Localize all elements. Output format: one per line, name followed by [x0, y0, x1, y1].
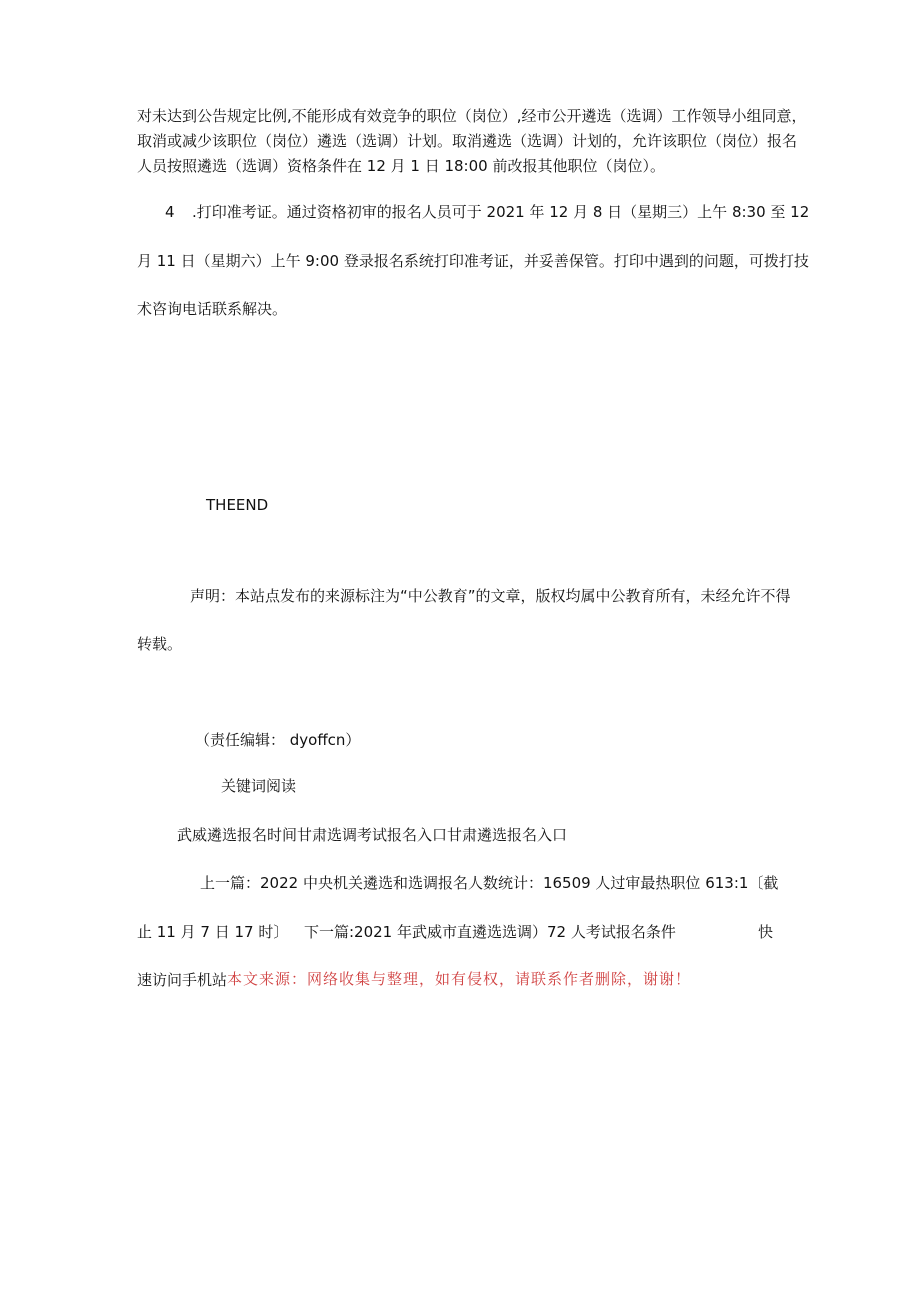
responsible-editor: （责任编辑： dyoffcn）	[195, 731, 361, 749]
quick-access-link-part-2[interactable]: 速访问手机站	[137, 971, 228, 989]
next-article-link[interactable]: 下一篇:2021 年武威市直遴选选调）72 人考试报名条件	[304, 923, 676, 941]
copyright-statement-line-1: 声明：本站点发布的来源标注为“中公教育”的文章，版权均属中公教育所有，未经允许不得	[190, 587, 791, 605]
the-end-label: THEEND	[206, 496, 269, 514]
paragraph-4-line-3: 术咨询电话联系解决。	[137, 300, 288, 318]
keywords-link[interactable]: 武威遴选报名时间甘肃选调考试报名入口甘肃遴选报名入口	[177, 826, 568, 844]
previous-article-link[interactable]: 上一篇：2022 中央机关遴选和选调报名人数统计：16509 人过审最热职位 613:1〔截	[200, 874, 779, 892]
copyright-statement-line-2: 转载。	[137, 635, 183, 653]
paragraph-3-line-3: 人员按照遴选（选调）资格条件在 12 月 1 日 18:00 前改报其他职位（岗位）。	[137, 157, 665, 175]
paragraph-4-line-2: 月 11 日（星期六）上午 9:00 登录报名系统打印准考证，并妥善保管。打印中遇到的问题，可拨打技	[137, 252, 809, 270]
list-number-4: 4	[165, 203, 175, 221]
previous-article-link-continued[interactable]: 止 11 月 7 日 17 时〕	[137, 923, 289, 941]
keywords-heading: 关键词阅读	[221, 777, 297, 795]
paragraph-3-line-1: 对未达到公告规定比例,不能形成有效竞争的职位（岗位）,经市公开遴选（选调）工作领导小组同意，	[137, 107, 807, 125]
quick-access-link-part-1[interactable]: 快	[758, 923, 774, 941]
source-notice: 本文来源：网络收集与整理，如有侵权，请联系作者删除，谢谢！	[227, 970, 692, 988]
paragraph-4-line-1: .打印准考证。通过资格初审的报名人员可于 2021 年 12 月 8 日（星期三）上午 8:30 至 12	[192, 203, 810, 221]
paragraph-3-line-2: 取消或减少该职位（岗位）遴选（选调）计划。取消遴选（选调）计划的，允许该职位（岗位）报名	[137, 132, 798, 150]
